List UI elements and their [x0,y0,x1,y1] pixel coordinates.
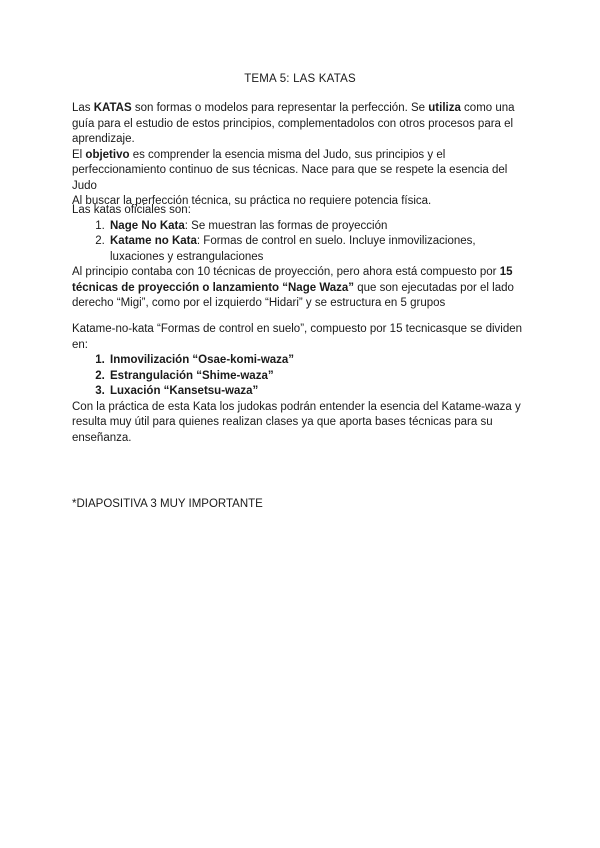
text-run: Al principio contaba con 10 técnicas de proyección, pero ahora está compuesto por [72,266,500,278]
bold-term-utiliza: utiliza [428,102,461,114]
text-run: son formas o modelos para representar la perfección. Se [131,102,429,114]
text-run: como una guía para el estudio de estos principios, complementadolos con otros procesos para el aprendizaje. [72,102,515,145]
list-item: 2. Estrangulación “Shime-waza” [108,369,532,385]
kata-description: : Se muestran las formas de proyección [184,219,388,232]
intro-section [72,101,532,210]
text-run: El [72,148,86,161]
intro-paragraph-3: Al buscar la perfección técnica, su práctica no requiere potencia física. [72,195,432,207]
katas-oficiales-section [72,203,532,312]
bold-term-nage-waza: 15 técnicas de proyección o lanzamiento “Nage Waza” [72,266,513,294]
kata-name: Katame no Kata [110,235,197,247]
intro-paragraph-1 [72,101,532,148]
list-item [108,219,532,235]
technique-groups-list [72,353,532,400]
important-note: *DIAPOSITIVA 3 MUY IMPORTANTE [72,498,263,510]
bold-term-objetivo: objetivo [85,148,130,161]
katas-list [72,219,532,266]
section-heading: Las katas oficiales son: [72,204,191,216]
kata-description: : Formas de control en suelo. Incluye inmovilizaciones, luxaciones y estrangulaciones [110,235,476,263]
page-title: TEMA 5: LAS KATAS [244,73,356,85]
bold-term-katas: KATAS [93,102,132,114]
kata-name: Nage No Kata [110,219,185,232]
intro-paragraph-2 [72,148,532,195]
katame-no-kata-section [72,322,532,446]
list-item [108,234,532,265]
section-heading: Katame-no-kata “Formas de control en suelo”, compuesto por 15 tecnicasque se dividen en: [72,323,523,351]
katame-waza-paragraph: Con la práctica de esta Kata los judokas podrán entender la esencia del Katame-waza y resulta muy útil para quienes realizan clases ya que aporta bases técnicas para su enseñanza. [72,400,521,444]
text-run: que son ejecutadas por el lado derecho “Migi”, como por el izquierdo “Hidari” y se estructura en 5 grupos [72,281,514,309]
nage-waza-paragraph [72,265,532,312]
list-item: 3. Luxación “Kansetsu-waza” [108,384,532,400]
list-item: 1. Inmovilización “Osae-komi-waza” [108,353,532,369]
text-run: es comprender la esencia misma del Judo, sus principios y el perfeccionamiento continuo de sus técnicas. Nace para que se respete la esencia del Judo [72,148,508,192]
text-run: Las [72,102,94,114]
